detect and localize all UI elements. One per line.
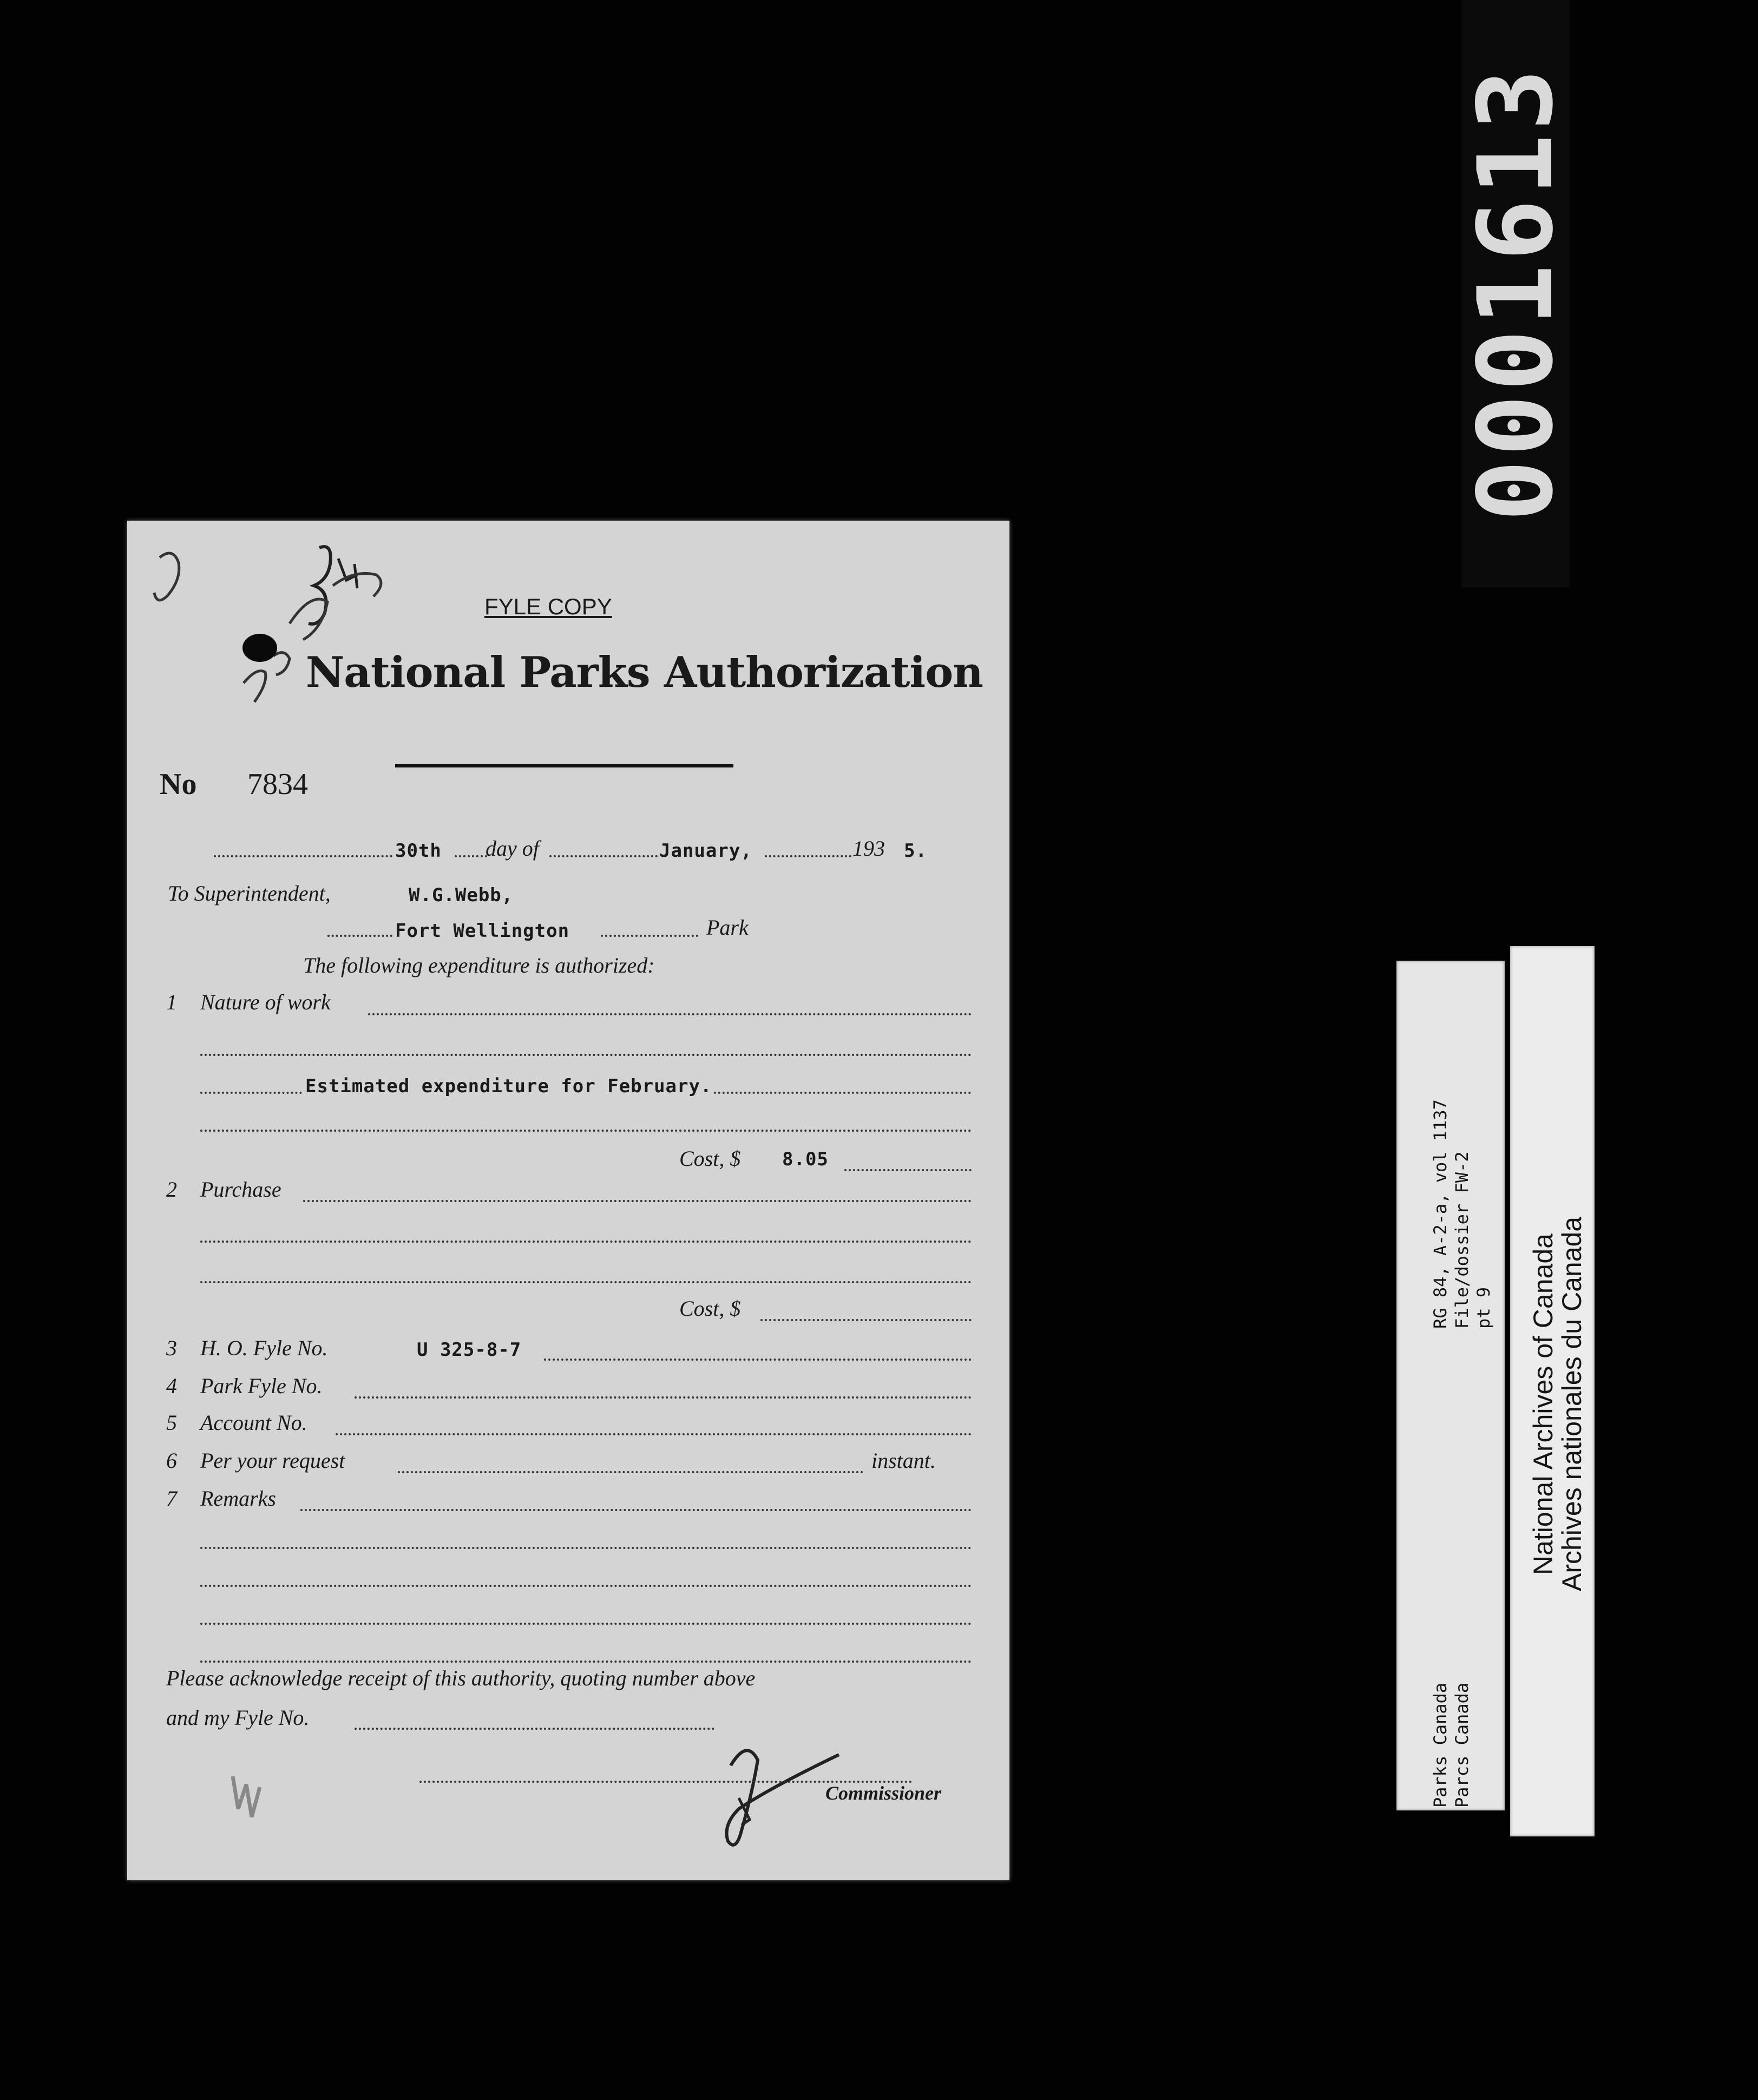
item-number-3: 3 [166,1336,177,1360]
ho-fyle-no-line [544,1359,972,1361]
archive-reference-label [1396,961,1505,1810]
commissioner-label: Commissioner [825,1782,942,1804]
cost-label-2: Cost, $ [679,1296,741,1321]
nature-of-work-text: Estimated expenditure for February. [303,1075,714,1097]
park-label: Park [706,915,749,940]
park-fyle-no-label: Park Fyle No. [200,1374,323,1398]
archive-file-line: File/dossier FW-2 [1452,1151,1472,1329]
authorized-statement: The following expenditure is authorized: [303,953,655,977]
instant-label: instant. [871,1448,936,1473]
cost-label: Cost, $ [679,1146,741,1171]
nature-of-work-line [200,1054,972,1056]
nature-of-work-line [368,1013,972,1015]
remarks-line [200,1661,972,1663]
remarks-label: Remarks [200,1486,276,1511]
purchase-label: Purchase [200,1177,281,1202]
park-leader [327,935,392,937]
item-number-1: 1 [166,990,177,1014]
purchase-line [303,1200,972,1202]
creator-english: Parks Canada [1430,1682,1451,1808]
park-name: Fort Wellington [395,920,570,942]
nature-of-work-label: Nature of work [200,990,331,1014]
fyle-copy-header: FYLE COPY [484,594,612,619]
remarks-line [200,1623,972,1625]
acknowledge-line-2: and my Fyle No. [166,1705,310,1730]
purchase-line [200,1241,972,1243]
account-no-label: Account No. [200,1410,307,1435]
creator-french: Parcs Canada [1452,1682,1472,1808]
item-number-4: 4 [166,1374,177,1398]
date-leader [455,855,487,857]
number-label: No [160,767,197,801]
authorization-form [127,521,1009,1880]
ho-fyle-no-label: H. O. Fyle No. [200,1336,328,1360]
date-year-suffix: 5. [904,840,927,862]
frame-number: 0001613 [1455,65,1576,522]
date-leader [214,855,392,857]
form-title: National Parks Authorization [306,648,983,697]
my-fyle-no-line [355,1728,714,1730]
item-number-5: 5 [166,1410,177,1435]
archive-part-line: pt 9 [1473,1287,1494,1329]
date-day: 30th [395,840,442,862]
acknowledge-line-1: Please acknowledge receipt of this authority, quoting number above [166,1666,756,1690]
cost-line [844,1169,972,1171]
cost-line-2 [760,1319,972,1321]
remarks-line [200,1585,972,1587]
title-rule [395,764,733,767]
account-no-line [336,1433,972,1435]
superintendent-name: W.G.Webb, [409,884,514,906]
remarks-line [300,1509,972,1511]
per-your-request-label: Per your request [200,1448,345,1473]
archive-reference-line: RG 84, A-2-a, vol 1137 [1430,1099,1451,1329]
authorization-number: 7834 [247,767,308,801]
purchase-line [200,1281,972,1283]
item-number-6: 6 [166,1448,177,1473]
institution-english: National Archives of Canada [1528,1233,1558,1575]
date-month: January, [659,840,752,862]
item-number-7: 7 [166,1486,177,1511]
day-of-label: day of [486,836,539,861]
nature-of-work-line [200,1130,972,1132]
remarks-line [200,1547,972,1549]
per-your-request-line [398,1471,863,1473]
park-leader [601,935,698,937]
ho-fyle-no-value: U 325-8-7 [417,1339,522,1361]
item-number-2: 2 [166,1177,177,1202]
institution-french: Archives nationales du Canada [1557,1216,1587,1591]
to-superintendent-label: To Superintendent, [168,881,331,905]
date-year-prefix: 193 [852,836,885,861]
date-leader [765,855,851,857]
park-fyle-no-line [355,1396,972,1399]
date-leader [549,855,658,857]
cost-amount: 8.05 [782,1149,829,1170]
